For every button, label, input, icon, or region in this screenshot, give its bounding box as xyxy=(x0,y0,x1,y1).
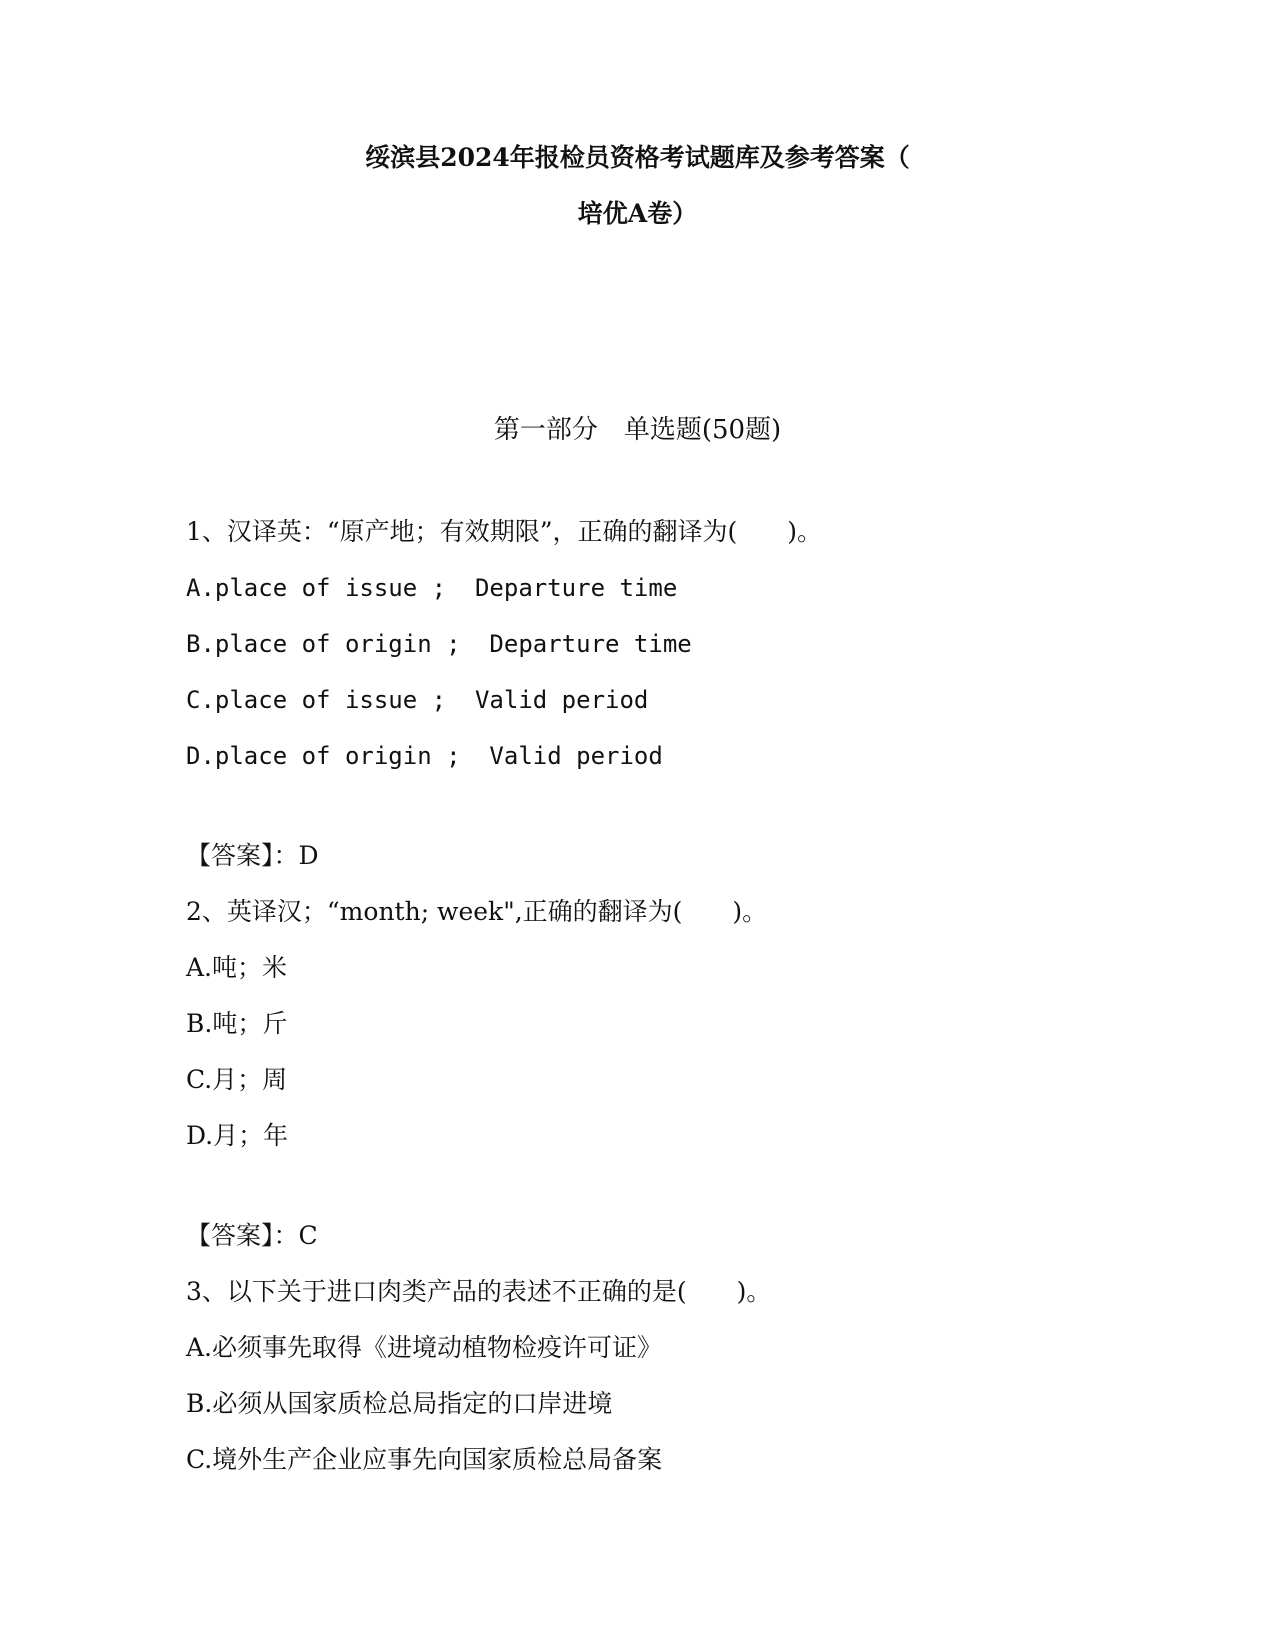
question-stem: 3、以下关于进口肉类产品的表述不正确的是( )。 xyxy=(186,1277,772,1306)
question-1 xyxy=(186,514,1186,894)
section-heading: 第一部分 单选题(50题) xyxy=(493,415,782,445)
option-d: D.place of origin ; Valid period xyxy=(186,742,663,770)
option-c: C.place of issue ; Valid period xyxy=(186,686,649,714)
option-d: D.月；年 xyxy=(186,1121,289,1150)
question-stem: 2、英译汉；“month; week",正确的翻译为( )。 xyxy=(186,897,768,926)
option-c: C.月；周 xyxy=(186,1065,288,1094)
question-list xyxy=(186,514,1186,1498)
option-b: B.place of origin ; Departure time xyxy=(186,630,692,658)
question-2 xyxy=(186,894,1186,1274)
answer: 【答案】：C xyxy=(186,1221,318,1250)
page-title-line-2: 培优A卷） xyxy=(577,199,698,228)
question-3 xyxy=(186,1274,1186,1498)
option-c: C.境外生产企业应事先向国家质检总局备案 xyxy=(186,1445,663,1474)
option-a: A.吨；米 xyxy=(186,953,288,982)
question-stem: 1、汉译英：“原产地；有效期限”，正确的翻译为( )。 xyxy=(186,517,822,546)
option-b: B.吨；斤 xyxy=(186,1009,288,1038)
answer: 【答案】：D xyxy=(186,841,319,870)
option-a: A.place of issue ; Departure time xyxy=(186,574,678,602)
option-b: B.必须从国家质检总局指定的口岸进境 xyxy=(186,1389,613,1418)
page-title xyxy=(0,140,1275,252)
option-a: A.必须事先取得《进境动植物检疫许可证》 xyxy=(186,1333,663,1362)
page-title-line-1: 绥滨县2024年报检员资格考试题库及参考答案（ xyxy=(365,143,910,172)
